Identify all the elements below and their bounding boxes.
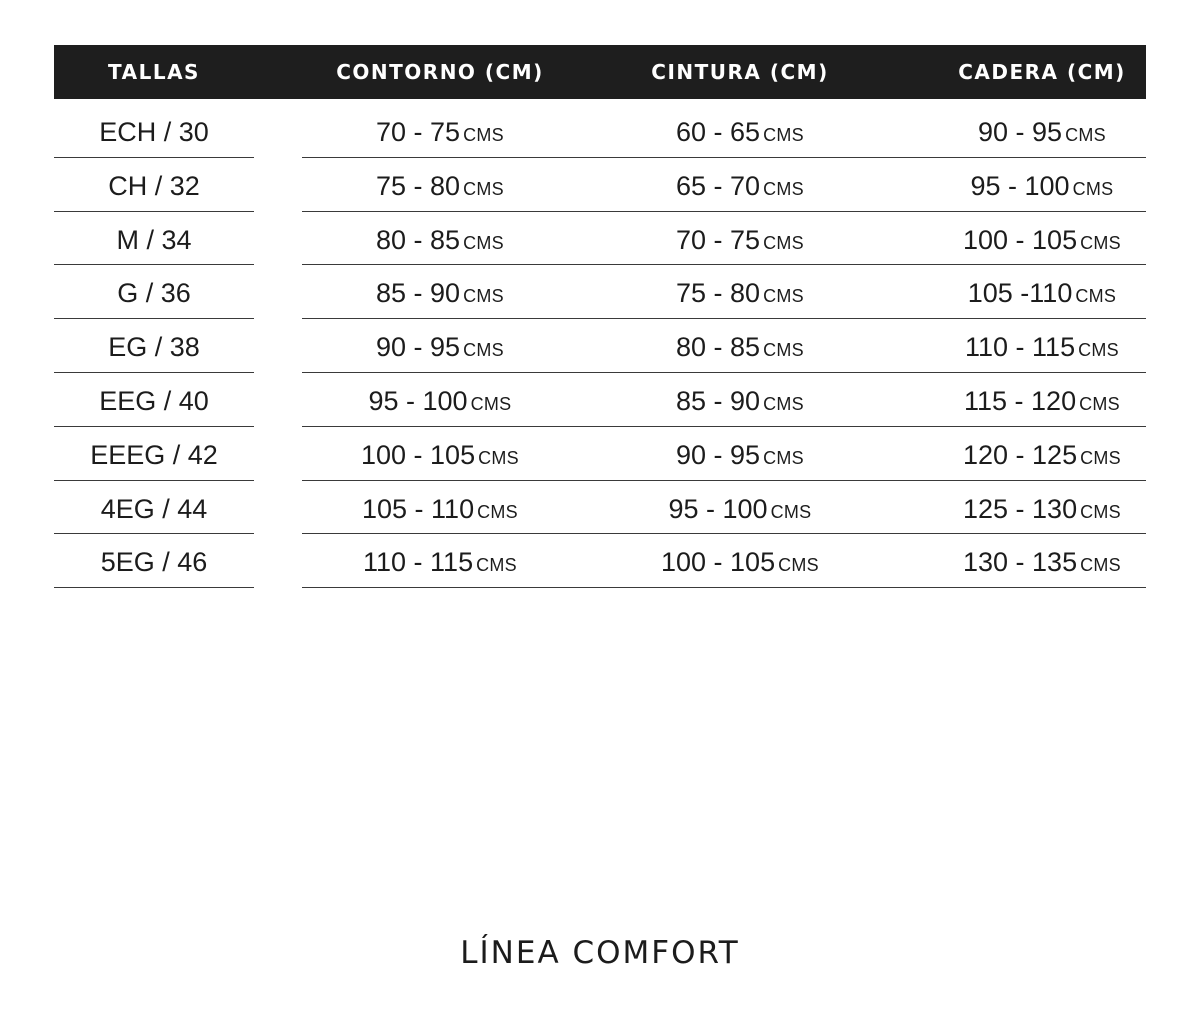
unit-label: CMS bbox=[778, 555, 819, 576]
contorno-value: 100 - 105 bbox=[361, 439, 476, 470]
cintura-value: 100 - 105 bbox=[661, 547, 776, 578]
unit-label: CMS bbox=[476, 555, 517, 576]
unit-label: CMS bbox=[1080, 555, 1121, 576]
unit-label: CMS bbox=[763, 394, 804, 414]
cell-size bbox=[54, 534, 254, 587]
cell-cadera bbox=[930, 158, 1154, 211]
cintura-value: 80 - 85 bbox=[676, 332, 761, 363]
cadera-value: 125 - 130 bbox=[963, 493, 1078, 524]
size-value: ECH / 30 bbox=[99, 117, 209, 147]
cadera-value: 120 - 125 bbox=[963, 439, 1078, 470]
contorno-value: 110 - 115 bbox=[363, 547, 474, 578]
unit-label: CMS bbox=[763, 340, 804, 361]
cadera-value: 130 - 135 bbox=[963, 547, 1078, 578]
cintura-value: 85 - 90 bbox=[676, 386, 761, 416]
unit-label: CMS bbox=[763, 447, 804, 468]
cadera-value: 115 - 120 bbox=[964, 386, 1077, 416]
cell-size bbox=[54, 373, 254, 426]
contorno-value: 85 - 90 bbox=[376, 278, 461, 309]
cintura-value: 90 - 95 bbox=[676, 439, 761, 470]
unit-label: CMS bbox=[1078, 340, 1119, 361]
cell-size bbox=[54, 104, 254, 157]
unit-label: CMS bbox=[1080, 501, 1121, 522]
unit-label: CMS bbox=[463, 125, 504, 145]
cell-size bbox=[54, 265, 254, 318]
cell-cadera bbox=[930, 481, 1154, 534]
size-value: EEG / 40 bbox=[99, 386, 209, 416]
cell-contorno bbox=[302, 427, 578, 480]
cadera-value: 95 - 100 bbox=[970, 170, 1070, 201]
unit-label: CMS bbox=[1075, 286, 1117, 307]
header-tallas: TALLAS bbox=[108, 60, 200, 84]
unit-label: CMS bbox=[763, 178, 804, 199]
cintura-value: 70 - 75 bbox=[676, 224, 761, 255]
size-value: M / 34 bbox=[116, 224, 192, 255]
line-title: LÍNEA COMFORT bbox=[460, 935, 740, 971]
cell-cintura bbox=[590, 481, 890, 534]
header-cadera: CADERA (CM) bbox=[958, 60, 1126, 84]
unit-label: CMS bbox=[1080, 232, 1121, 253]
cell-size bbox=[54, 427, 254, 480]
unit-label: CMS bbox=[477, 501, 518, 522]
cell-cadera bbox=[930, 427, 1154, 480]
unit-label: CMS bbox=[763, 286, 804, 307]
cintura-value: 60 - 65 bbox=[676, 117, 761, 147]
cell-cadera bbox=[930, 319, 1154, 372]
unit-label: CMS bbox=[1079, 394, 1120, 414]
cintura-value: 65 - 70 bbox=[676, 170, 761, 201]
unit-label: CMS bbox=[463, 340, 504, 361]
cell-size bbox=[54, 158, 254, 211]
cell-cintura bbox=[590, 534, 890, 587]
cell-contorno bbox=[302, 265, 578, 318]
unit-label: CMS bbox=[763, 125, 804, 145]
cell-cintura bbox=[590, 319, 890, 372]
cell-size bbox=[54, 319, 254, 372]
unit-label: CMS bbox=[463, 286, 504, 307]
size-value: CH / 32 bbox=[108, 170, 200, 201]
cell-cadera bbox=[930, 212, 1154, 265]
row-divider bbox=[302, 587, 1146, 588]
unit-label: CMS bbox=[478, 447, 519, 468]
unit-label: CMS bbox=[463, 178, 504, 199]
cell-cintura bbox=[590, 265, 890, 318]
cell-size bbox=[54, 212, 254, 265]
unit-label: CMS bbox=[1080, 447, 1121, 468]
contorno-value: 75 - 80 bbox=[376, 170, 461, 201]
cadera-value: 105 -110 bbox=[967, 278, 1073, 309]
cintura-value: 75 - 80 bbox=[676, 278, 761, 309]
contorno-value: 95 - 100 bbox=[368, 386, 468, 416]
header-contorno: CONTORNO (CM) bbox=[336, 60, 544, 84]
cell-contorno bbox=[302, 481, 578, 534]
cell-contorno bbox=[302, 373, 578, 426]
cell-cintura bbox=[590, 212, 890, 265]
cell-cintura bbox=[590, 373, 890, 426]
contorno-value: 105 - 110 bbox=[362, 493, 475, 524]
cell-cadera bbox=[930, 373, 1154, 426]
cell-contorno bbox=[302, 212, 578, 265]
cell-contorno bbox=[302, 158, 578, 211]
cell-cadera bbox=[930, 534, 1154, 587]
unit-label: CMS bbox=[763, 232, 804, 253]
cintura-value: 95 - 100 bbox=[668, 493, 768, 524]
contorno-value: 80 - 85 bbox=[376, 224, 461, 255]
cell-cintura bbox=[590, 427, 890, 480]
row-divider bbox=[54, 587, 254, 588]
cadera-value: 100 - 105 bbox=[963, 224, 1078, 255]
unit-label: CMS bbox=[1072, 178, 1114, 199]
contorno-value: 90 - 95 bbox=[376, 332, 461, 363]
cell-size bbox=[54, 481, 254, 534]
cell-cadera bbox=[930, 104, 1154, 157]
contorno-value: 70 - 75 bbox=[376, 117, 461, 147]
unit-label: CMS bbox=[770, 501, 812, 522]
size-value: G / 36 bbox=[117, 278, 191, 309]
cell-cintura bbox=[590, 104, 890, 157]
cadera-value: 90 - 95 bbox=[978, 117, 1063, 147]
unit-label: CMS bbox=[470, 394, 512, 414]
size-value: EEEG / 42 bbox=[90, 439, 218, 470]
cell-contorno bbox=[302, 534, 578, 587]
header-cintura: CINTURA (CM) bbox=[651, 60, 829, 84]
size-value: 4EG / 44 bbox=[100, 493, 208, 524]
size-value: EG / 38 bbox=[108, 332, 200, 363]
cell-cadera bbox=[930, 265, 1154, 318]
size-value: 5EG / 46 bbox=[100, 547, 208, 578]
unit-label: CMS bbox=[463, 232, 504, 253]
unit-label: CMS bbox=[1065, 125, 1106, 145]
cell-cintura bbox=[590, 158, 890, 211]
cadera-value: 110 - 115 bbox=[965, 332, 1076, 363]
cell-contorno bbox=[302, 104, 578, 157]
cell-contorno bbox=[302, 319, 578, 372]
